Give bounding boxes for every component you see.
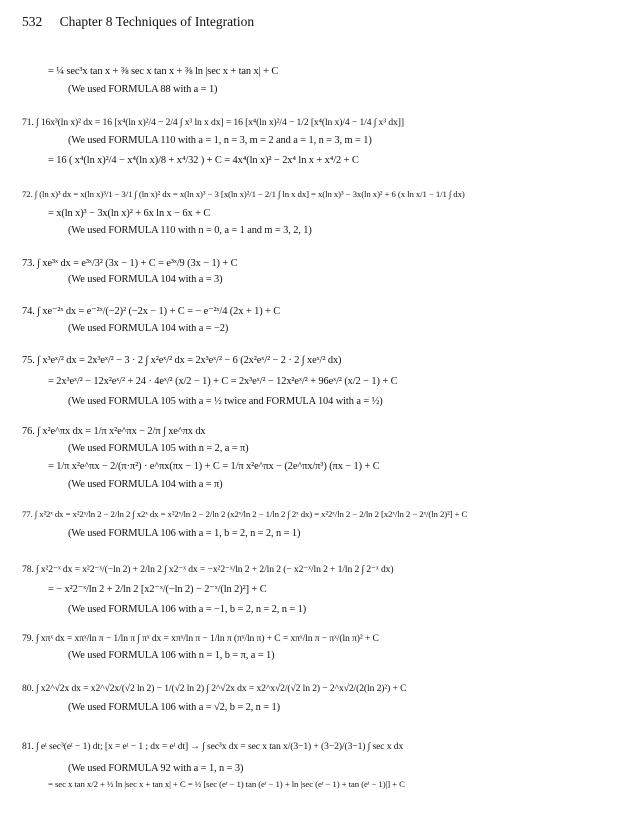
problem-79: 79. ∫ xπˣ dx = xπˣ/ln π − 1/ln π ∫ πˣ dx = xπˣ/ln π − 1/ln π (πˣ/ln π) + C = xπˣ/ln π − πˣ/(ln π)² + C [22, 633, 379, 644]
page-header [22, 14, 254, 30]
equation-line: = 1/π x²e^πx − 2/(π·π²) · e^πx(πx − 1) + C = 1/π x²e^πx − (2e^πx/π³) (πx − 1) + C [48, 461, 380, 472]
problem-74: 74. ∫ xe⁻²ˣ dx = e⁻²ˣ/(−2)² (−2x − 1) + C = − e⁻²ˣ/4 (2x + 1) + C [22, 306, 281, 317]
formula-note: (We used FORMULA 104 with a = −2) [68, 323, 229, 334]
formula-note: (We used FORMULA 88 with a = 1) [68, 84, 218, 95]
formula-note: (We used FORMULA 105 with n = 2, a = π) [68, 443, 249, 454]
problem-77: 77. ∫ x²2ˣ dx = x²2ˣ/ln 2 − 2/ln 2 ∫ x2ˣ dx = x²2ˣ/ln 2 − 2/ln 2 (x2ˣ/ln 2 − 1/ln 2 ∫ 2ˣ dx) = x²2ˣ/ln 2 − 2/ln 2 [x2ˣ/ln 2 − 2ˣ/(ln 2)²] + C [22, 509, 468, 519]
problem-78: 78. ∫ x²2⁻ˣ dx = x²2⁻ˣ/(−ln 2) + 2/ln 2 ∫ x2⁻ˣ dx = −x²2⁻ˣ/ln 2 + 2/ln 2 (− x2⁻ˣ/ln 2 + 1/ln 2 ∫ 2⁻ˣ dx) [22, 564, 394, 575]
problem-71: 71. ∫ 16x³(ln x)² dx = 16 [x⁴(ln x)²/4 − 2/4 ∫ x³ ln x dx] = 16 [x⁴(ln x)²/4 − 1/2 [x⁴(ln x)/4 − 1/4 ∫ x³ dx]] [22, 117, 404, 128]
formula-note: (We used FORMULA 92 with a = 1, n = 3) [68, 763, 244, 774]
formula-note: (We used FORMULA 104 with a = π) [68, 479, 223, 490]
formula-note: (We used FORMULA 106 with a = 1, b = 2, n = 2, n = 1) [68, 528, 301, 539]
problem-73: 73. ∫ xe³ˣ dx = e³ˣ/3² (3x − 1) + C = e³ˣ/9 (3x − 1) + C [22, 258, 238, 269]
equation-line: = − x²2⁻ˣ/ln 2 + 2/ln 2 [x2⁻ˣ/(−ln 2) − 2⁻ˣ/(ln 2)²] + C [48, 584, 267, 595]
formula-note: (We used FORMULA 110 with n = 0, a = 1 and m = 3, 2, 1) [68, 225, 312, 236]
formula-note: (We used FORMULA 106 with a = −1, b = 2, n = 2, n = 1) [68, 604, 307, 615]
problem-76: 76. ∫ x²e^πx dx = 1/π x²e^πx − 2/π ∫ xe^πx dx [22, 426, 206, 437]
formula-note: (We used FORMULA 106 with n = 1, b = π, a = 1) [68, 650, 275, 661]
problem-81: 81. ∫ eᵗ sec³(eᵗ − 1) dt; [x = eᵗ − 1 ; dx = eᵗ dt] → ∫ sec³x dx = sec x tan x/(3−1) + (3−2)/(3−1) ∫ sec x dx [22, 741, 404, 752]
equation-line: = 16 ( x⁴(ln x)²/4 − x⁴(ln x)/8 + x⁴/32 ) + C = 4x⁴(ln x)² − 2x⁴ ln x + x⁴/2 + C [48, 155, 359, 166]
equation-line: = 2x³eˣ/² − 12x²eˣ/² + 24 · 4eˣ/² (x/2 − 1) + C = 2x³eˣ/² − 12x²eˣ/² + 96eˣ/² (x/2 − 1) + C [48, 376, 398, 387]
formula-note: (We used FORMULA 106 with a = √2, b = 2, n = 1) [68, 702, 280, 713]
page-number: 532 [22, 14, 43, 29]
problem-80: 80. ∫ x2^√2x dx = x2^√2x/(√2 ln 2) − 1/(√2 ln 2) ∫ 2^√2x dx = x2^x√2/(√2 ln 2) − 2^x√2/(2(ln 2)²) + C [22, 683, 407, 694]
formula-note: (We used FORMULA 110 with a = 1, n = 3, m = 2 and a = 1, n = 3, m = 1) [68, 135, 372, 146]
equation-line: = x(ln x)³ − 3x(ln x)² + 6x ln x − 6x + C [48, 208, 211, 219]
problem-72: 72. ∫ (ln x)³ dx = x(ln x)³/1 − 3/1 ∫ (ln x)² dx = x(ln x)³ − 3 [x(ln x)²/1 − 2/1 ∫ ln x dx] = x(ln x)³ − 3x(ln x)² + 6 (x ln x/1 − 1/1 ∫ dx) [22, 189, 465, 199]
equation-line: = ¼ sec³x tan x + ⅜ sec x tan x + ⅜ ln |sec x + tan x| + C [48, 66, 279, 77]
equation-line: = sec x tan x/2 + ½ ln |sec x + tan x| + C = ½ [sec (eᵗ − 1) tan (eᵗ − 1) + ln |sec (eᵗ − 1) + tan (eᵗ − 1)|] + C [48, 779, 405, 789]
formula-note: (We used FORMULA 105 with a = ½ twice and FORMULA 104 with a = ½) [68, 396, 383, 407]
chapter-title: Chapter 8 Techniques of Integration [59, 14, 255, 29]
formula-note: (We used FORMULA 104 with a = 3) [68, 274, 223, 285]
problem-75: 75. ∫ x³eˣ/² dx = 2x³eˣ/² − 3 · 2 ∫ x²eˣ/² dx = 2x³eˣ/² − 6 (2x²eˣ/² − 2 · 2 ∫ xeˣ/² dx) [22, 355, 342, 366]
